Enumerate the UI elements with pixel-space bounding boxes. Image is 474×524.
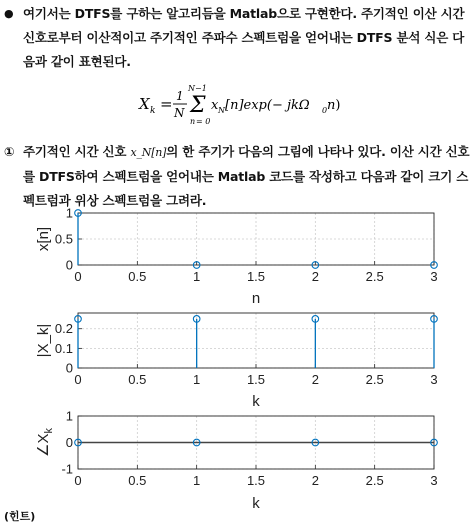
svg-text:1: 1 <box>176 89 184 103</box>
x-tick-label: 0 <box>74 473 82 488</box>
x-tick-label: 1.5 <box>246 269 266 284</box>
y-tick-label: 0 <box>65 360 73 376</box>
question-text-after: 의 한 주기가 다음의 그림에 나타나 있다. 이산 시간 신호를 DTFS하여 스펙트럼을 얻어내는 Matlab 코드를 작성하고 다음과 같이 크기 스펙트럼과 위상 스펙트럼을 그려라. <box>23 144 470 208</box>
x-tick-label: 1 <box>193 372 201 387</box>
x-tick-label: 0.5 <box>128 473 147 488</box>
svg-text:x: x <box>211 98 219 113</box>
plot-magnitude <box>35 313 438 410</box>
y-tick-label: -1 <box>61 461 73 477</box>
x-tick-label: 0.5 <box>128 269 147 284</box>
svg-text:Σ: Σ <box>190 93 206 118</box>
y-tick-label: 0 <box>65 257 73 273</box>
svg-text:−1: −1 <box>195 84 207 93</box>
x-tick-label: 0 <box>74 372 82 387</box>
x-tick-label: 3 <box>430 269 438 284</box>
x-tick-label: 1 <box>193 269 201 284</box>
x-axis-label: k <box>252 393 260 410</box>
x-tick-label: 2 <box>311 473 319 488</box>
x-tick-label: 2.5 <box>365 269 384 284</box>
svg-text:N: N <box>218 106 225 115</box>
x-tick-label: 0.5 <box>128 372 147 387</box>
svg-text:X: X <box>139 95 150 113</box>
y-tick-label: 0 <box>65 435 73 450</box>
x-tick-label: 3 <box>430 473 438 488</box>
question-number: ① <box>4 144 15 159</box>
footer-note: (힌트) <box>4 510 36 523</box>
x-axis-label: k <box>252 495 260 512</box>
intro-text: 여기서는 DTFS를 구하는 알고리듬을 Matlab으로 구현한다. 주기적인 이산 시간 신호로부터 이산적이고 주기적인 주파수 스펙트럼을 얻어내는 DTFS 분석 식은 다음과 같이 표현된다. <box>23 6 465 69</box>
x-tick-label: 2 <box>311 372 319 387</box>
svg-text:= 0: = 0 <box>196 117 211 126</box>
svg-text:=: = <box>160 95 173 113</box>
svg-text:[n]exp(− jkΩ: [n]exp(− jkΩ <box>225 98 310 113</box>
x-tick-label: 2 <box>311 269 319 284</box>
svg-text:n: n <box>190 117 196 126</box>
question-text-before: 주기적인 시간 신호 <box>23 144 131 159</box>
y-tick-label: 0.2 <box>54 321 73 337</box>
x-axis-label: n <box>251 290 261 307</box>
svg-text:N: N <box>174 106 185 120</box>
svg-text:0: 0 <box>322 106 328 115</box>
x-tick-label: 1.5 <box>246 473 266 488</box>
svg-text:k: k <box>150 106 156 116</box>
svg-text:n): n) <box>327 98 341 113</box>
y-tick-label: 0.1 <box>54 340 73 356</box>
x-tick-label: 1 <box>193 473 201 488</box>
y-tick-label: 1 <box>65 205 73 221</box>
x-tick-label: 2.5 <box>365 473 384 488</box>
y-axis-label: x[n] <box>35 226 52 252</box>
y-tick-label: 1 <box>65 408 73 424</box>
y-tick-label: 0.5 <box>54 231 73 247</box>
plot-phase <box>35 409 438 513</box>
bullet-icon: ● <box>4 7 14 20</box>
x-tick-label: 0 <box>74 269 82 284</box>
svg-text:N: N <box>188 84 195 93</box>
y-axis-label: $\angle X_k$ <box>35 428 55 457</box>
x-tick-label: 3 <box>430 372 438 387</box>
x-tick-label: 2.5 <box>365 372 384 387</box>
x-tick-label: 1.5 <box>246 372 266 387</box>
signal-symbol: x_N[n] <box>130 146 167 159</box>
y-axis-label: |X_k| <box>35 323 52 358</box>
plot-signal <box>35 206 438 308</box>
